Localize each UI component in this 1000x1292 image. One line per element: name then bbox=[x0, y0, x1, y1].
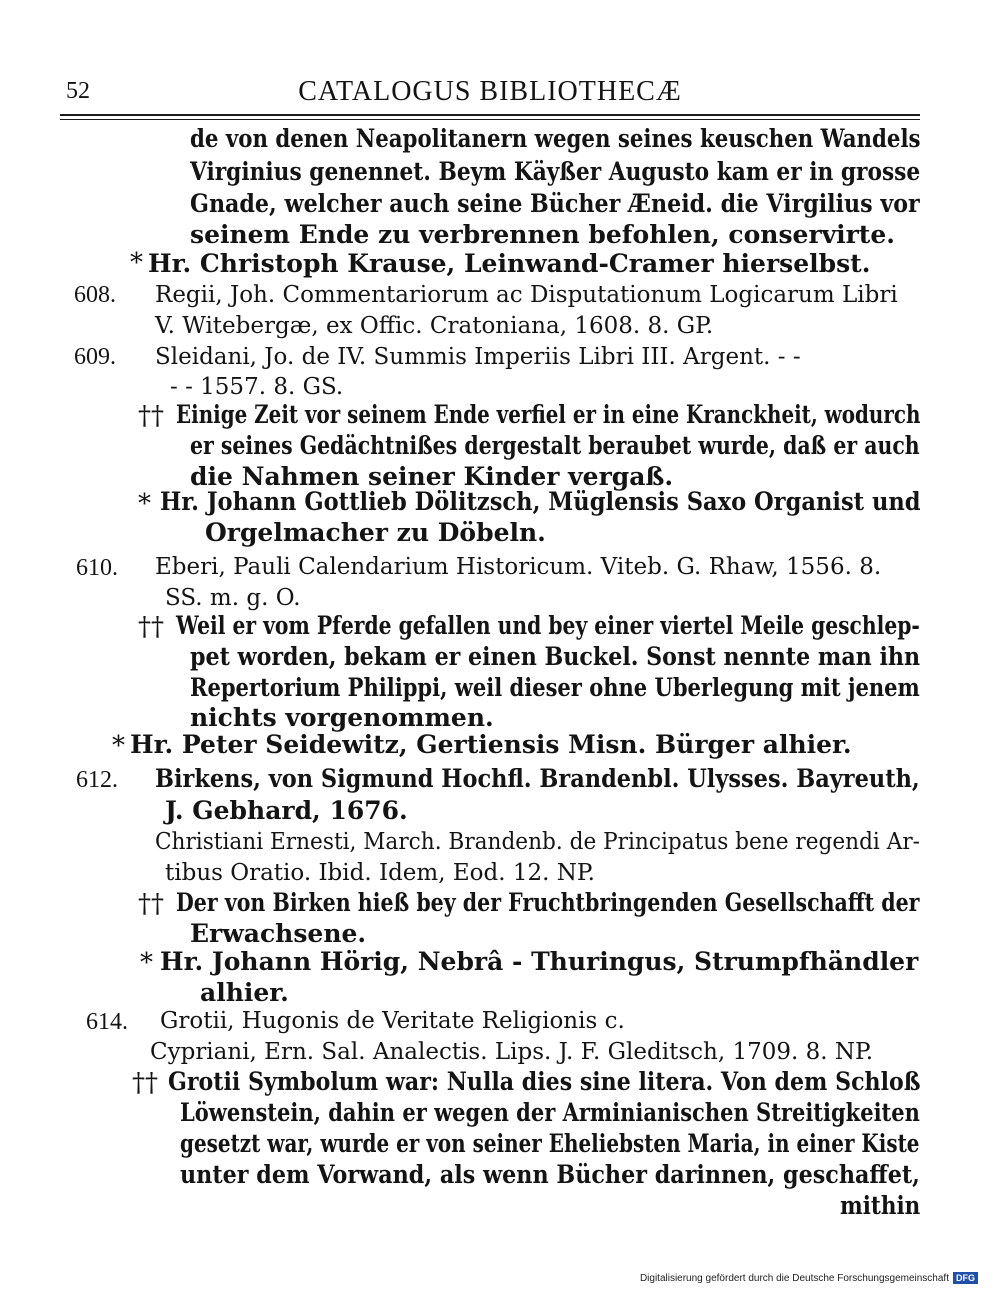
note-line: unter dem Vorwand, als wenn Bücher darinnen, geschaffet, bbox=[180, 1160, 920, 1189]
note-line: Einige Zeit vor seinem Ende verfiel er in eine Kranckheit, wodurch bbox=[176, 400, 921, 429]
page-number: 52 bbox=[66, 78, 90, 104]
dagger-mark: †† bbox=[138, 401, 164, 431]
entry-line: Grotii, Hugonis de Veritate Religionis c. bbox=[160, 1008, 625, 1034]
note-line: Weil er vom Pferde gefallen und bey einer viertel Meile geschlep- bbox=[176, 611, 920, 640]
entry-line: SS. m. g. O. bbox=[165, 585, 301, 611]
entry-line: Sleidani, Jo. de IV. Summis Imperiis Libri III. Argent. - - bbox=[155, 344, 801, 370]
note-line: die Nahmen seiner Kinder vergaß. bbox=[190, 462, 674, 491]
note-line: Erwachsene. bbox=[190, 919, 367, 948]
entry-line: tibus Oratio. Ibid. Idem, Eod. 12. NP. bbox=[165, 860, 595, 886]
entry-line: V. Witebergæ, ex Offic. Cratoniana, 1608. 8. GP. bbox=[155, 313, 714, 339]
dfg-logo: DFG bbox=[953, 1272, 978, 1284]
entry-number: 609. bbox=[74, 344, 116, 370]
entry-line: Birkens, von Sigmund Hochfl. Brandenbl. Ulysses. Bayreuth, bbox=[155, 764, 920, 793]
dagger-mark: †† bbox=[132, 1068, 158, 1098]
entry-number: 608. bbox=[74, 282, 116, 308]
text-line: Virginius genennet. Beym Käyßer Augusto kam er in grosse bbox=[190, 157, 921, 186]
footer bbox=[640, 1272, 978, 1284]
owner-line: Orgelmacher zu Döbeln. bbox=[205, 518, 546, 547]
running-head bbox=[60, 74, 920, 114]
owner-line: alhier. bbox=[200, 978, 289, 1007]
star-mark: * bbox=[112, 731, 125, 761]
note-line: Löwenstein, dahin er wegen der Arminianischen Streitigkeiten bbox=[180, 1098, 920, 1127]
note-line: Grotii Symbolum war: Nulla dies sine litera. Von dem Schloß bbox=[168, 1067, 921, 1096]
star-mark: * bbox=[130, 248, 143, 278]
text-line: seinem Ende zu verbrennen befohlen, conservirte. bbox=[190, 220, 895, 249]
note-line: er seines Gedächtnißes dergestalt beraubet wurde, daß er auch bbox=[190, 431, 920, 460]
header-rule-thin bbox=[60, 119, 920, 120]
entry-line: J. Gebhard, 1676. bbox=[165, 796, 408, 825]
catchword: mithin bbox=[840, 1191, 921, 1220]
entry-line: - - 1557. 8. GS. bbox=[170, 374, 344, 400]
owner-line: Hr. Christoph Krause, Leinwand-Cramer hierselbst. bbox=[148, 249, 871, 278]
page-title: CATALOGUS BIBLIOTHECÆ bbox=[298, 76, 682, 107]
star-mark: * bbox=[138, 489, 151, 519]
note-line: gesetzt war, wurde er von seiner Eheliebsten Maria, in einer Kiste bbox=[180, 1129, 920, 1158]
entry-number: 612. bbox=[76, 767, 118, 793]
text-line: de von denen Neapolitanern wegen seines keuschen Wandels bbox=[190, 124, 921, 153]
text-line: Gnade, welcher auch seine Bücher Æneid. die Virgilius vor bbox=[190, 189, 920, 218]
note-line: nichts vorgenommen. bbox=[190, 703, 494, 732]
funding-note: Digitalisierung gefördert durch die Deutsche Forschungsgemeinschaft bbox=[639, 1272, 949, 1284]
star-mark: * bbox=[140, 948, 153, 978]
header-rule bbox=[60, 114, 920, 116]
note-line: pet worden, bekam er einen Buckel. Sonst nennte man ihn bbox=[190, 642, 921, 671]
entry-line: Regii, Joh. Commentariorum ac Disputationum Logicarum Libri bbox=[155, 282, 898, 308]
dagger-mark: †† bbox=[138, 889, 164, 919]
owner-line: Hr. Peter Seidewitz, Gertiensis Misn. Bürger alhier. bbox=[130, 730, 852, 759]
dagger-mark: †† bbox=[138, 612, 164, 642]
note-line: Repertorium Philippi, weil dieser ohne Uberlegung mit jenem bbox=[190, 673, 920, 702]
entry-line: Cypriani, Ern. Sal. Analectis. Lips. J. F. Gleditsch, 1709. 8. NP. bbox=[150, 1039, 874, 1065]
entry-line: Christiani Ernesti, March. Brandenb. de Principatus bene regendi Ar- bbox=[155, 829, 920, 855]
entry-number: 614. bbox=[86, 1009, 128, 1035]
note-line: Der von Birken hieß bey der Fruchtbringenden Gesellschafft der bbox=[176, 888, 920, 917]
entry-line: Eberi, Pauli Calendarium Historicum. Viteb. G. Rhaw, 1556. 8. bbox=[155, 554, 882, 580]
owner-line: Hr. Johann Hörig, Nebrâ - Thuringus, Strumpfhändler bbox=[160, 947, 919, 976]
owner-line: Hr. Johann Gottlieb Dölitzsch, Müglensis Saxo Organist und bbox=[160, 487, 921, 516]
entry-number: 610. bbox=[76, 555, 118, 581]
